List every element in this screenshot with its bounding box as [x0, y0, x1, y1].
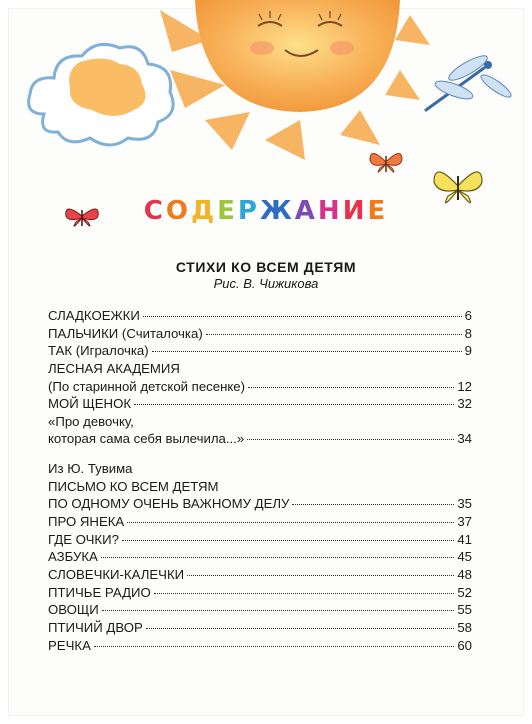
toc-entry[interactable] [48, 549, 472, 565]
toc-entry-title: ПТИЧИЙ ДВОР [48, 619, 143, 635]
toc-entry[interactable] [48, 343, 472, 359]
toc-entry[interactable] [48, 620, 472, 636]
toc-entry-title-line2: которая сама себя вылечила...» [48, 431, 245, 447]
toc-entry-title: СЛАДКОЕЖКИ [48, 308, 140, 323]
toc-entry-title-line2: ПО ОДНОМУ ОЧЕНЬ ВАЖНОМУ ДЕЛУ [48, 496, 290, 512]
toc-entry-page: 52 [457, 584, 472, 600]
toc-entry-page: 48 [457, 566, 472, 582]
toc-entry[interactable] [48, 567, 472, 583]
table-of-contents [48, 308, 472, 655]
toc-entry-title-line1: ПИСЬМО КО ВСЕМ ДЕТЯМ [48, 478, 219, 494]
toc-entry-title: ПАЛЬЧИКИ (Считалочка) [48, 325, 203, 341]
toc-entry-title: МОЙ ЩЕНОК [48, 396, 132, 412]
toc-entry-title: ГДЕ ОЧКИ? [48, 531, 119, 547]
toc-entry-page: 55 [457, 602, 472, 618]
dot-leader [127, 522, 454, 523]
toc-entry-title-line2: (По старинной детской песенке) [48, 378, 246, 394]
dot-leader [122, 540, 454, 541]
heading-letter: И [342, 196, 368, 226]
toc-entry-title: ОВОЩИ [48, 602, 99, 618]
toc-entry[interactable] [48, 326, 472, 342]
dot-leader [102, 610, 455, 611]
illustrator-credit: Рис. В. Чижикова [213, 276, 319, 291]
dot-leader [154, 593, 455, 594]
heading-letter: О [165, 196, 191, 226]
heading-letter: Д [190, 196, 218, 226]
dot-leader [101, 557, 455, 558]
toc-entry-page: 9 [464, 343, 472, 359]
toc-entry-title: ПРО ЯНЕКА [48, 513, 125, 529]
butterfly-orange-icon [366, 144, 406, 180]
toc-entry[interactable] [48, 638, 472, 654]
toc-entry[interactable] [48, 431, 472, 447]
toc-entry-title: ТАК (Игралочка) [48, 343, 149, 359]
contents-heading [0, 196, 532, 226]
dot-leader [248, 387, 454, 388]
toc-entry[interactable] [48, 379, 472, 395]
dot-leader [152, 351, 462, 352]
toc-entry[interactable] [48, 514, 472, 530]
toc-entry-page: 6 [464, 308, 472, 323]
dot-leader [143, 316, 462, 317]
toc-entry-title: РЕЧКА [48, 637, 91, 653]
heading-letter: А [294, 196, 318, 226]
section-title: СТИХИ КО ВСЕМ ДЕТЯМ [175, 259, 357, 275]
toc-entry-title-line1: ЛЕСНАЯ АКАДЕМИЯ [48, 361, 180, 377]
toc-entry-title: СЛОВЕЧКИ-КАЛЕЧКИ [48, 566, 185, 582]
toc-entry-page: 45 [457, 549, 472, 565]
dot-leader [134, 404, 454, 405]
toc-entry-page: 58 [457, 619, 472, 635]
toc-entry-title-line1: «Про девочку, [48, 413, 134, 429]
dot-leader [292, 504, 454, 505]
dot-leader [206, 334, 462, 335]
tuvim-subheading: Из Ю. Тувима [48, 461, 133, 477]
toc-entry[interactable] [48, 496, 472, 512]
toc-entry-title: ПТИЧЬЕ РАДИО [48, 584, 151, 600]
heading-letter: Е [367, 196, 389, 226]
toc-entry-page: 32 [457, 396, 472, 412]
toc-entry-page: 41 [457, 531, 472, 547]
dot-leader [187, 575, 454, 576]
dot-leader [146, 628, 455, 629]
heading-letter: Е [217, 196, 238, 226]
toc-entry-page: 12 [457, 378, 472, 394]
heading-letter: Ж [259, 196, 295, 226]
heading-letter: Р [237, 196, 260, 226]
dragonfly-icon [412, 50, 512, 120]
toc-entry-page: 60 [457, 637, 472, 653]
toc-entry[interactable] [48, 396, 472, 412]
toc-entry-page: 8 [464, 325, 472, 341]
cloud-illustration [24, 34, 184, 154]
heading-letter: Н [317, 196, 343, 226]
dot-leader [247, 439, 454, 440]
toc-entry[interactable] [48, 585, 472, 601]
toc-entry-page: 35 [457, 496, 472, 512]
toc-entry[interactable] [48, 602, 472, 618]
toc-entry[interactable] [48, 532, 472, 548]
toc-entry[interactable] [48, 308, 472, 324]
dot-leader [94, 646, 454, 647]
toc-entry-title: АЗБУКА [48, 549, 98, 565]
toc-entry-page: 37 [457, 513, 472, 529]
toc-entry-page: 34 [457, 431, 472, 447]
heading-letter: С [143, 196, 166, 226]
